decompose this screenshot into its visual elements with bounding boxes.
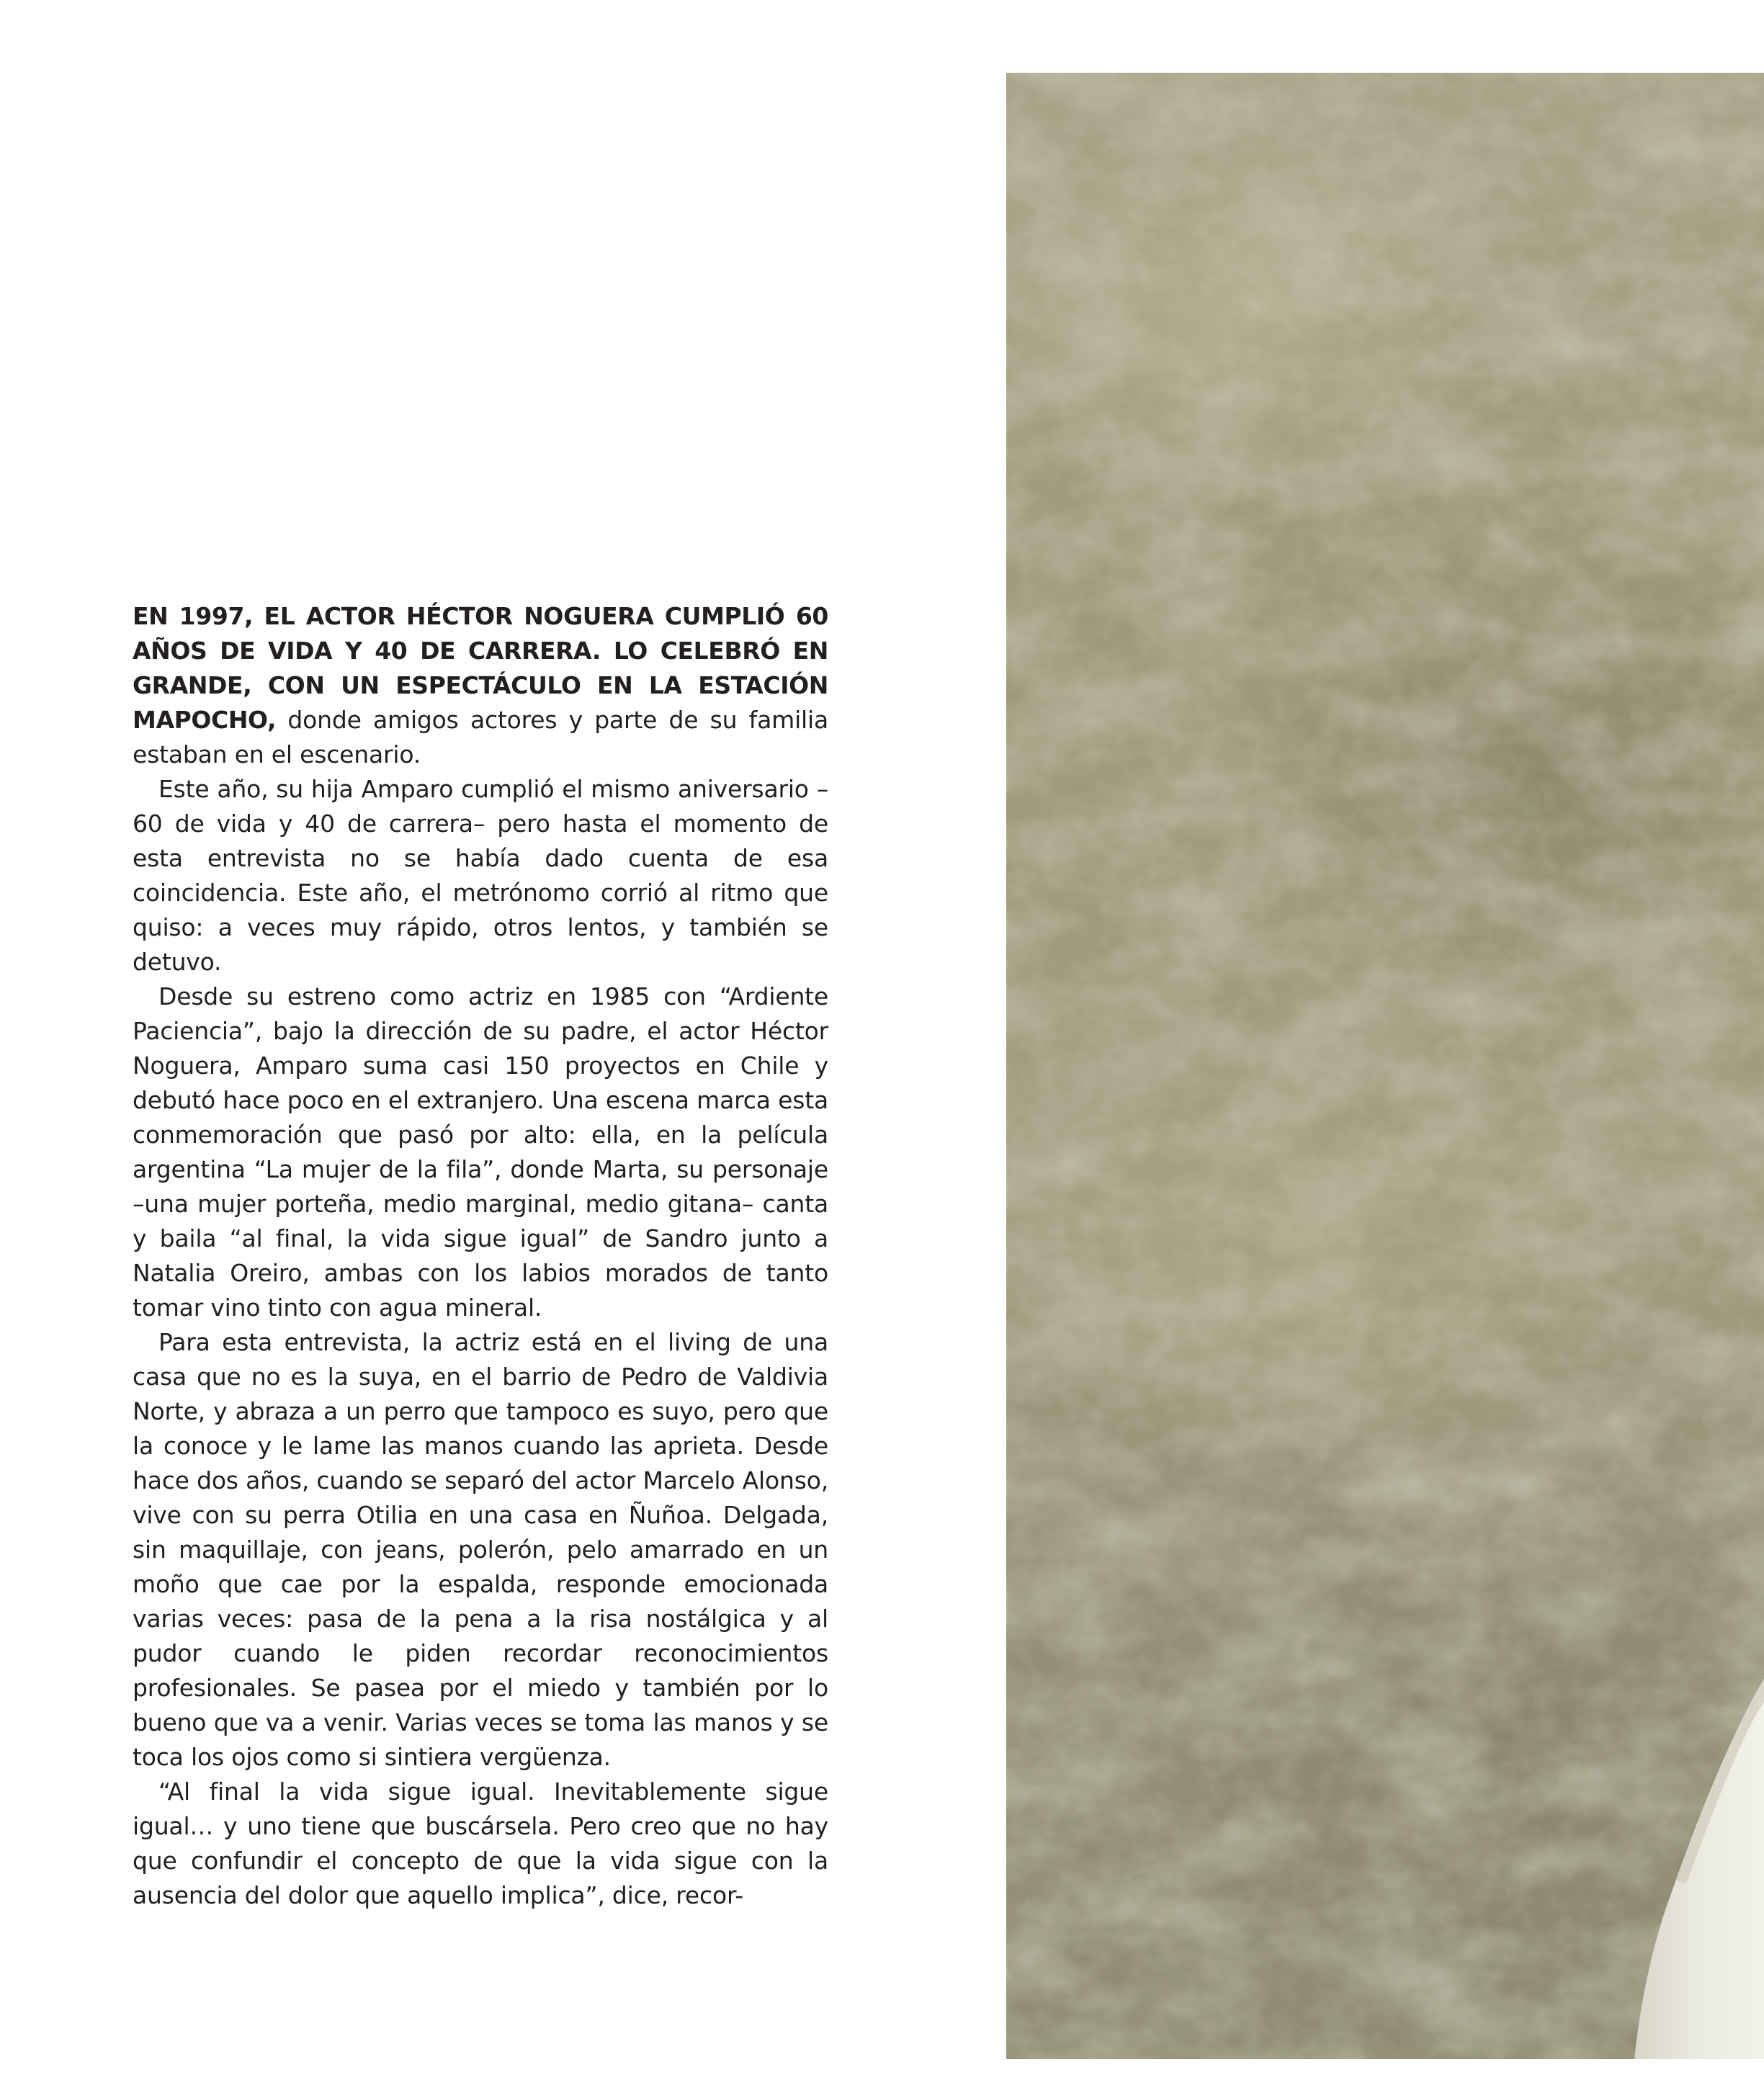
body-paragraph-3: Para esta entrevista, la actriz está en el living de una casa que no es la suya, en el barrio de Pedro de Valdivia Norte, y abraza a un perro que tampoco es suyo, pero que la conoce y le lame las manos cuando las aprieta. Desde hace dos años, cuando se separó del actor Marcelo Alonso, vive con su perra Otilia en una casa en Ñuñoa. Delgada, sin maquillaje, con jeans, polerón, pelo amarrado en un moño que cae por la espalda, responde emocionada varias veces: pasa de la pena a la risa nostálgica y al pudor cuando le piden recordar reconocimientos profesionales. Se pasea por el miedo y también por lo bueno que va a venir. Varias veces se toma las manos y se toca los ojos como si sintiera vergüenza. [133, 1328, 828, 1771]
body-paragraph-2: Desde su estreno como actriz en 1985 con “Ardiente Paciencia”, bajo la dirección de su padre, el actor Héctor Noguera, Amparo suma casi 150 proyectos en Chile y debutó hace poco en el extranjero. Una escena marca esta conmemoración que pasó por alto: ella, en la película argentina “La mujer de la fila”, donde Marta, su personaje –una mujer porteña, medio marginal, medio gitana– canta y baila “al final, la vida sigue igual” de Sandro junto a Natalia Oreiro, ambas con los labios morados de tanto tomar vino tinto con agua mineral. [133, 982, 828, 1322]
body-paragraph-1: Este año, su hija Amparo cumplió el mismo aniversario –60 de vida y 40 de carrera– pero hasta el momento de esta entrevista no se había dado cuenta de esa coincidencia. Este año, el metrónomo corrió al ritmo que quiso: a veces muy rápido, otros lentos, y también se detuvo. [133, 775, 828, 976]
photo-texture [1006, 73, 1764, 2059]
background-grain [1006, 73, 1764, 2059]
photo-panel [1006, 73, 1764, 2059]
body-paragraph-4: “Al final la vida sigue igual. Inevitablemente sigue igual… y uno tiene que buscársela. Pero creo que no hay que confundir el concepto de que la vida sigue con la ausencia del dolor que aquello implica”, dice, recor- [133, 1777, 828, 1909]
article-column [133, 599, 828, 1913]
lead-rest-text: donde amigos actores y parte de su familia estaban en el escenario. [133, 706, 828, 768]
lead-bold-text: EN 1997, EL ACTOR HÉCTOR NOGUERA CUMPLIÓ 60 AÑOS DE VIDA Y 40 DE CARRERA. LO CELEBRÓ EN GRANDE, CON UN ESPECTÁCULO EN LA ESTACIÓN MAPOCHO, [133, 602, 828, 734]
lead-paragraph [133, 599, 828, 772]
